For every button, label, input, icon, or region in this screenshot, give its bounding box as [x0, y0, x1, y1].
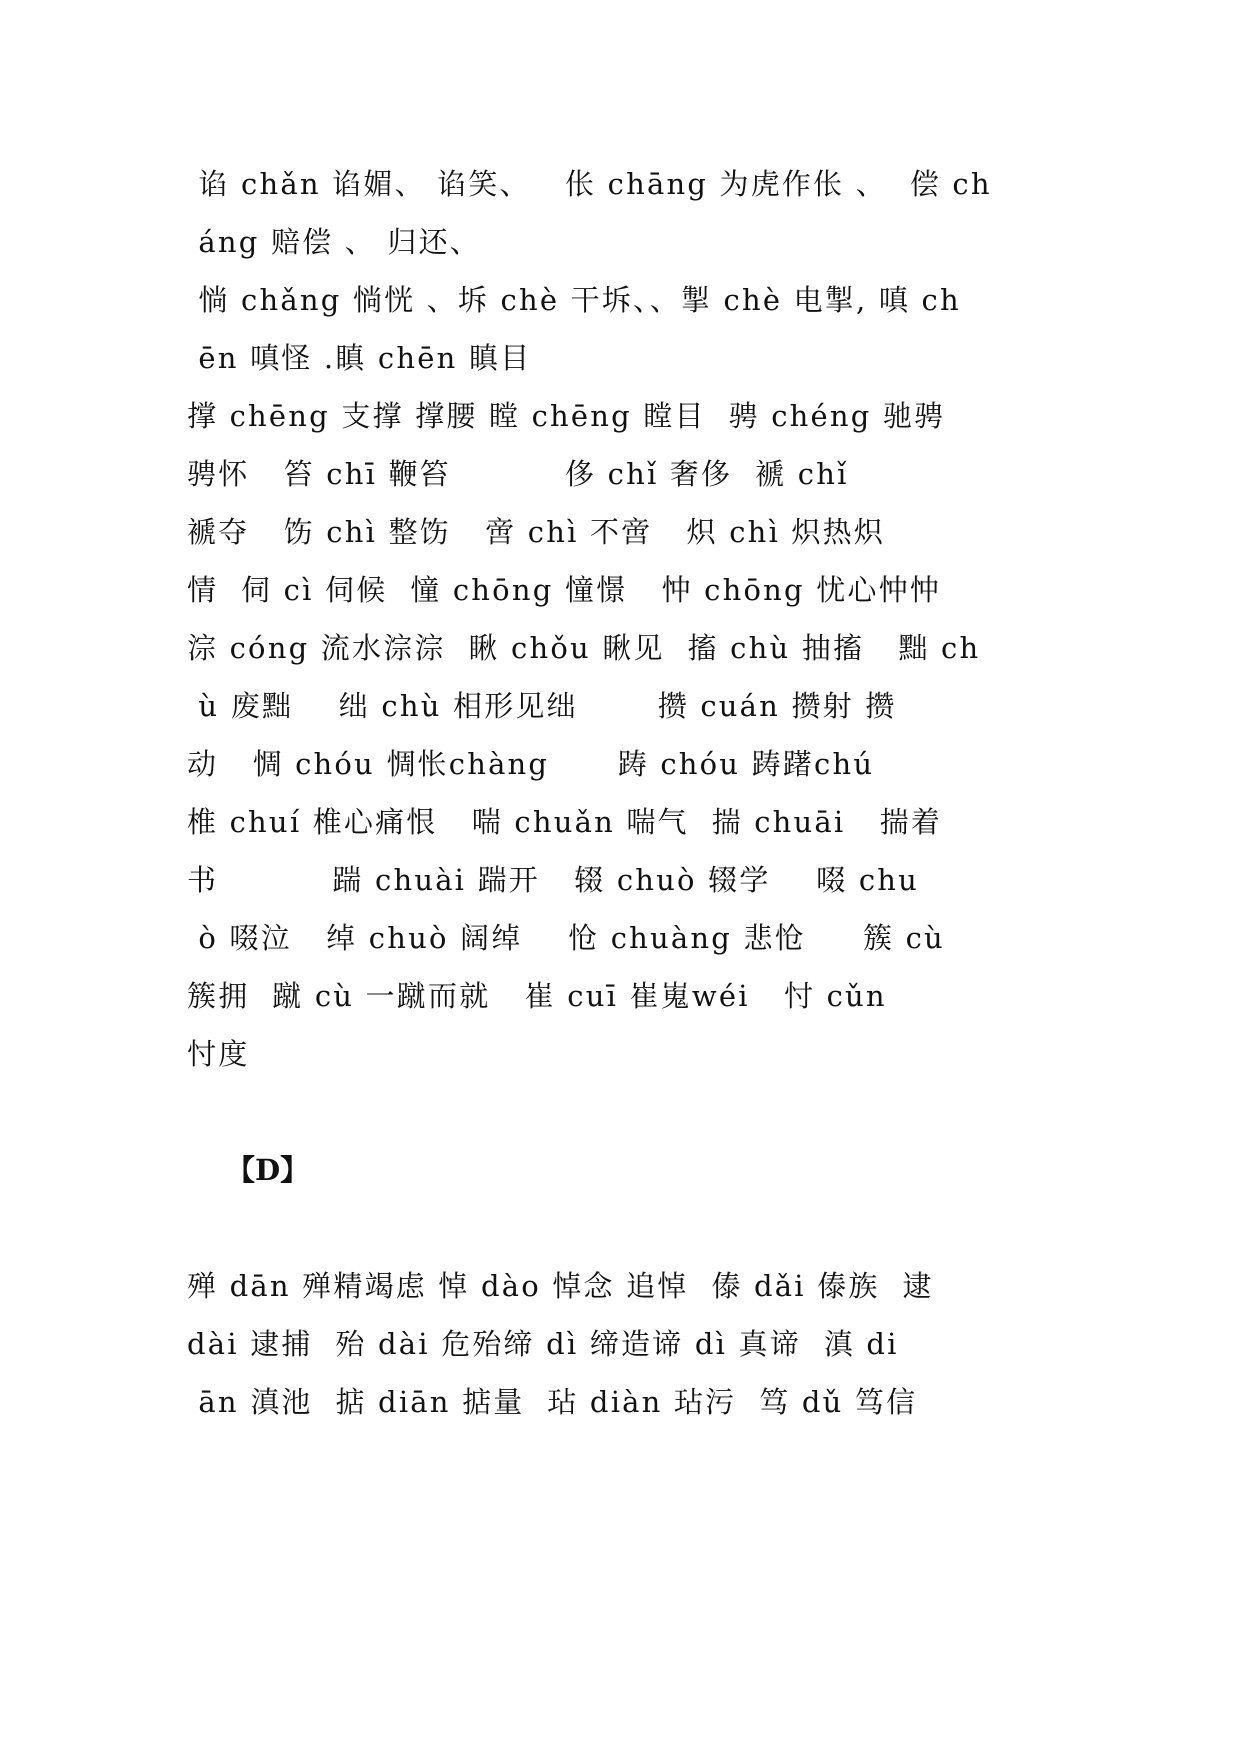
text-line: ò 啜泣 绰 chuò 阔绰 怆 chuàng 悲怆 簇 cù	[187, 921, 945, 955]
text-line: 簇拥 蹴 cù 一蹴而就 崔 cuī 崔嵬wéi 忖 cǔn	[187, 979, 887, 1013]
text-line: 忖度	[187, 1037, 250, 1071]
text-line: 淙 cóng 流水淙淙 瞅 chǒu 瞅见 搐 chù 抽搐 黜 ch	[187, 631, 981, 665]
text-line: 书 踹 chuài 踹开 辍 chuò 辍学 啜 chu	[187, 863, 920, 897]
text-line: 撑 chēng 支撑 撑腰 瞠 chēng 瞠目 骋 chéng 驰骋	[187, 399, 946, 433]
text-line: ù 废黜 绌 chù 相形见绌 攒 cuán 攒射 攒	[187, 689, 897, 723]
text-line: 惝 chǎng 惝恍 、坼 chè 干坼、、掣 chè 电掣, 嗔 ch	[187, 283, 961, 317]
text-line: 情 伺 cì 伺候 憧 chōng 憧憬 忡 chōng 忧心忡忡	[187, 573, 941, 607]
text-line: ān 滇池 掂 diān 掂量 玷 diàn 玷污 笃 dǔ 笃信	[187, 1385, 918, 1419]
text-line: 动 惆 chóu 惆怅chàng 踌 chóu 踌躇chú	[187, 747, 875, 781]
text-line: dài 逮捕 殆 dài 危殆缔 dì 缔造谛 dì 真谛 滇 di	[187, 1327, 899, 1361]
text-line: 谄 chǎn 谄媚、 谄笑、 伥 chāng 为虎作伥 、 偿 ch	[187, 167, 992, 201]
text-line: ēn 嗔怪 .瞋 chēn 瞋目	[187, 341, 532, 375]
text-line: áng 赔偿 、 归还、	[187, 225, 482, 259]
text-line: 殚 dān 殚精竭虑 悼 dào 悼念 追悼 傣 dǎi 傣族 逮	[187, 1269, 934, 1303]
text-line: 褫夺 饬 chì 整饬 啻 chì 不啻 炽 chì 炽热炽	[187, 515, 886, 549]
text-line: 椎 chuí 椎心痛恨 喘 chuǎn 喘气 揣 chuāi 揣着	[187, 805, 943, 839]
text-line: 骋怀 笞 chī 鞭笞 侈 chǐ 奢侈 褫 chǐ	[187, 457, 849, 491]
section-heading-d: 【D】	[226, 1153, 310, 1187]
